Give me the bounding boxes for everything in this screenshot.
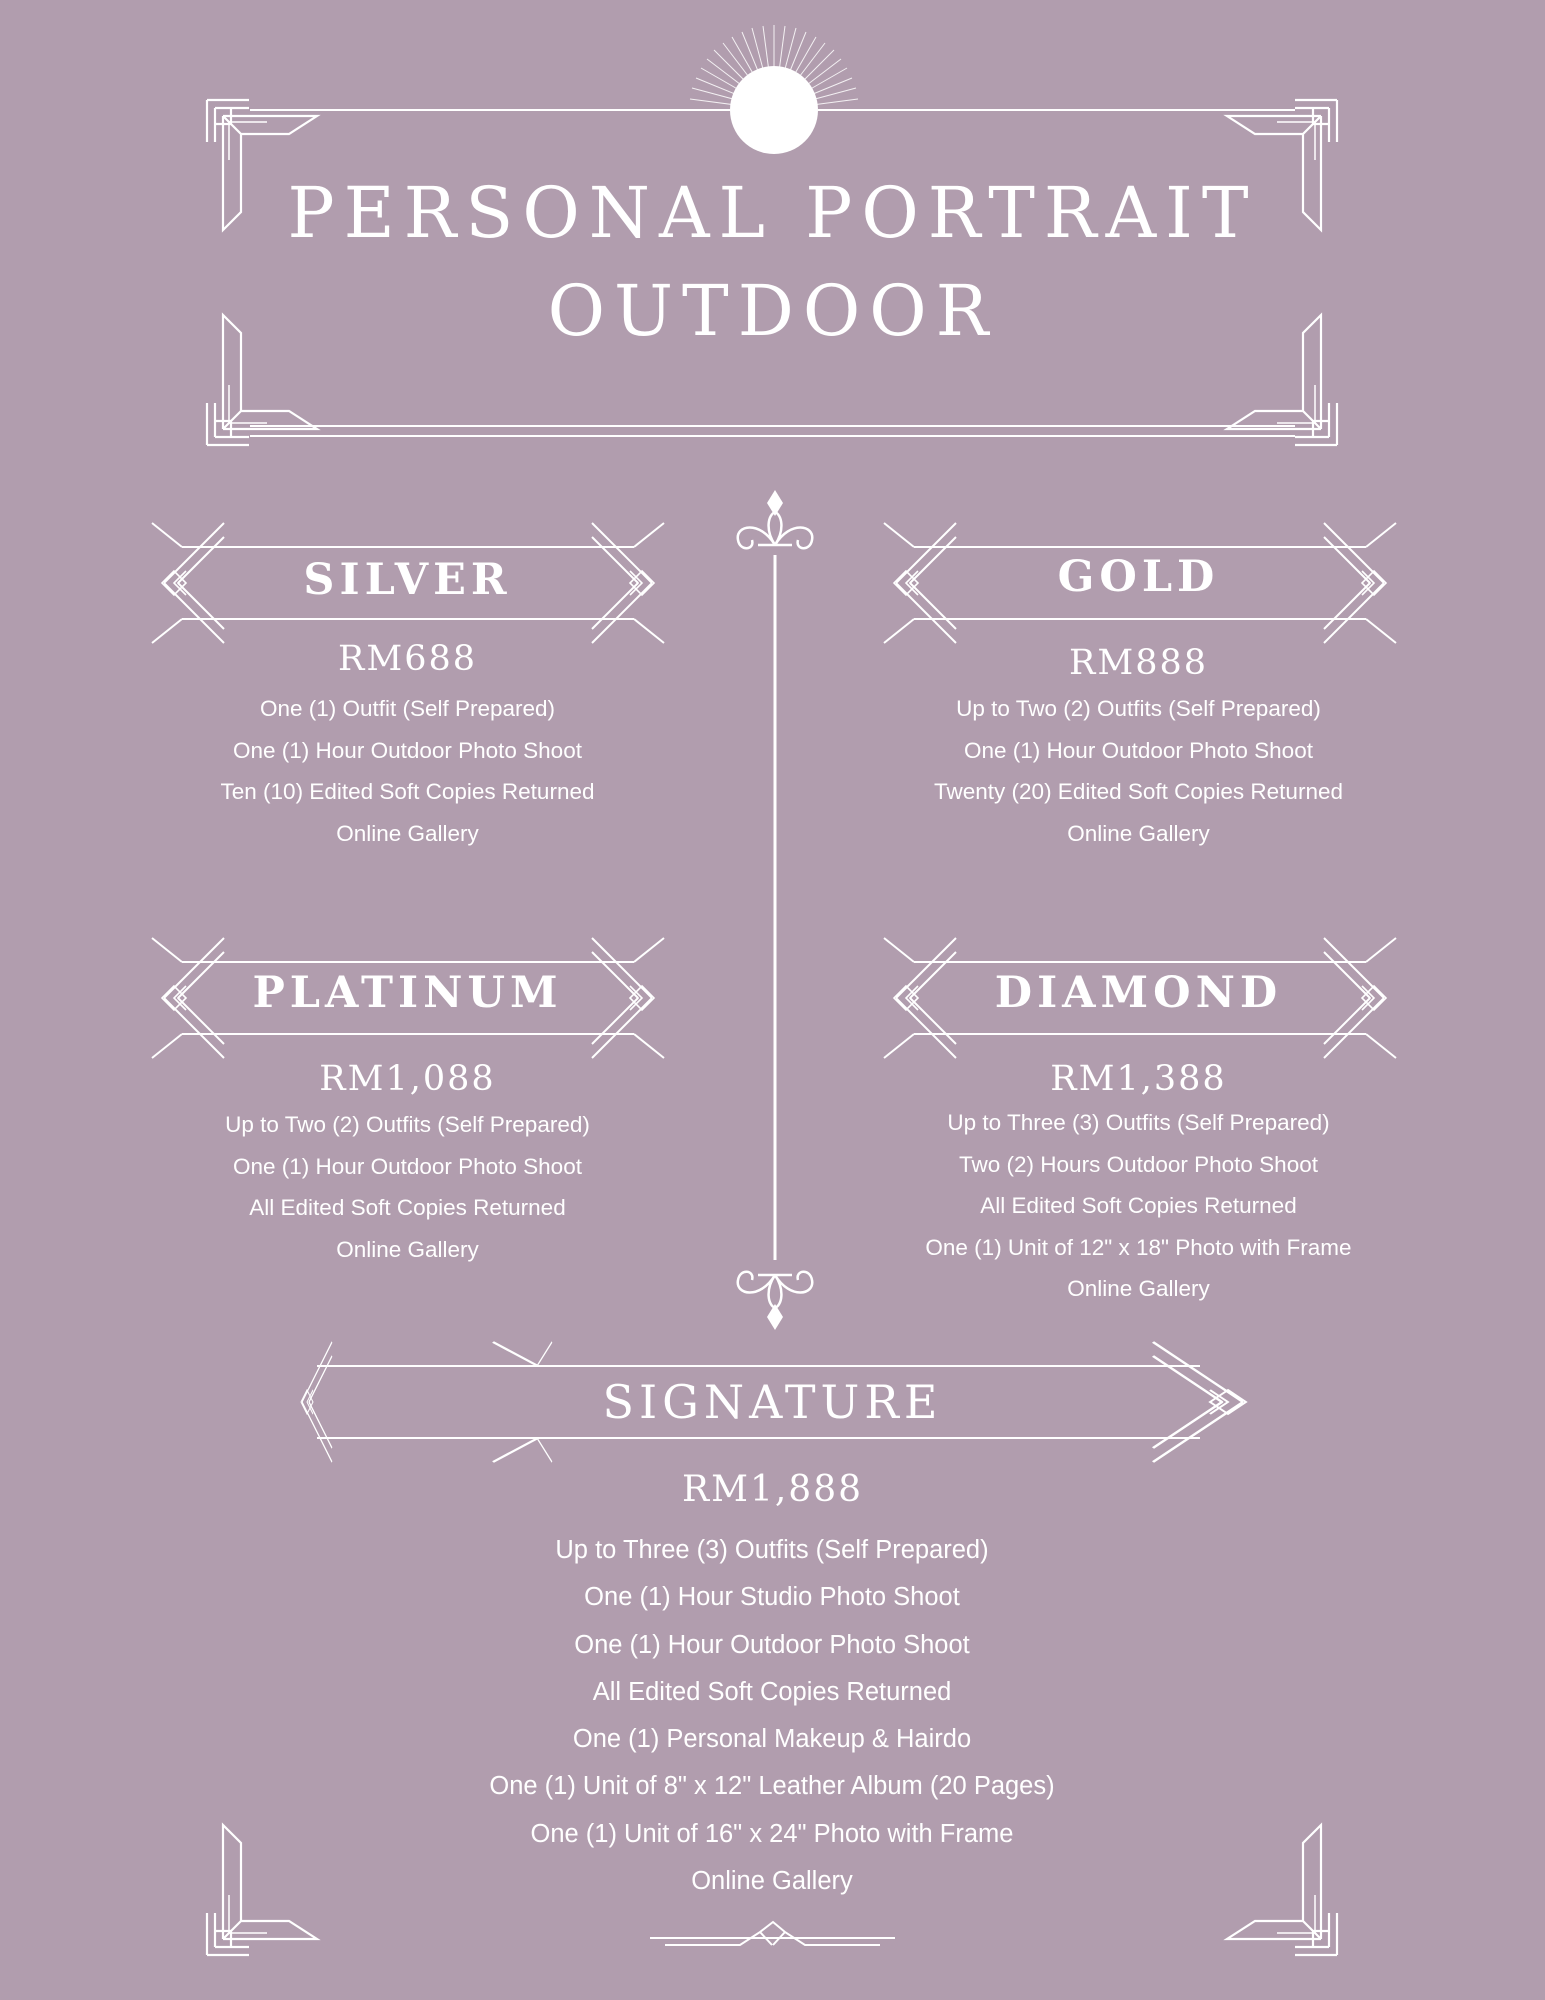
package-price-platinum: RM1,088 — [319, 1059, 496, 1099]
feature-item: One (1) Hour Outdoor Photo Shoot — [233, 737, 582, 763]
feature-item: Online Gallery — [336, 820, 479, 846]
package-price-gold: RM888 — [1069, 643, 1208, 683]
package-name-platinum: PLATINUM — [252, 968, 563, 1018]
feature-item: One (1) Hour Outdoor Photo Shoot — [574, 1630, 970, 1659]
package-features-diamond — [886, 1102, 1391, 1310]
bottom-ornament — [650, 1922, 895, 1945]
package-name-gold: GOLD — [1057, 552, 1220, 602]
feature-item: One (1) Hour Studio Photo Shoot — [584, 1583, 960, 1612]
feature-item: Online Gallery — [1067, 1276, 1210, 1301]
feature-item: One (1) Unit of 8" x 12" Leather Album (20 Pages) — [489, 1772, 1055, 1801]
package-name-silver: SILVER — [303, 555, 512, 605]
package-name-signature: SIGNATURE — [602, 1375, 943, 1429]
feature-item: One (1) Personal Makeup & Hairdo — [572, 1725, 972, 1754]
package-price-diamond: RM1,388 — [1050, 1059, 1227, 1099]
package-features-platinum — [155, 1104, 660, 1270]
package-features-gold — [886, 688, 1391, 854]
package-features-silver — [155, 688, 660, 854]
feature-item: One (1) Hour Outdoor Photo Shoot — [233, 1153, 582, 1179]
page-title-line1: PERSONAL PORTRAIT — [287, 172, 1258, 254]
package-features-signature — [372, 1527, 1172, 1905]
feature-item: All Edited Soft Copies Returned — [980, 1193, 1297, 1218]
feature-item: Up to Three (3) Outfits (Self Prepared) — [947, 1110, 1330, 1135]
feature-item: One (1) Unit of 16" x 24" Photo with Frame — [530, 1819, 1014, 1848]
feature-item: Up to Two (2) Outfits (Self Prepared) — [956, 696, 1321, 721]
feature-item: One (1) Hour Outdoor Photo Shoot — [964, 737, 1313, 763]
feature-item: Online Gallery — [1067, 820, 1210, 846]
feature-item: Two (2) Hours Outdoor Photo Shoot — [959, 1151, 1318, 1177]
feature-item: One (1) Outfit (Self Prepared) — [259, 696, 556, 721]
feature-item: Ten (10) Edited Soft Copies Returned — [220, 779, 595, 804]
feature-item: All Edited Soft Copies Returned — [249, 1195, 566, 1220]
package-price-silver: RM688 — [338, 639, 477, 679]
feature-item: Up to Three (3) Outfits (Self Prepared) — [555, 1536, 989, 1564]
feature-item: Online Gallery — [336, 1236, 479, 1262]
corner-ornament-bottom-left — [207, 1825, 317, 1955]
page-title-line2: OUTDOOR — [547, 270, 998, 352]
feature-item: One (1) Unit of 12" x 18" Photo with Frame — [925, 1234, 1352, 1260]
sun-icon — [730, 66, 818, 154]
central-divider — [738, 490, 812, 1330]
package-name-diamond: DIAMOND — [994, 968, 1283, 1018]
package-price-signature: RM1,888 — [681, 1469, 864, 1510]
feature-item: All Edited Soft Copies Returned — [592, 1677, 952, 1706]
feature-item: Online Gallery — [691, 1867, 853, 1896]
feature-item: Up to Two (2) Outfits (Self Prepared) — [225, 1112, 590, 1137]
corner-ornament-bottom-right — [1227, 1825, 1337, 1955]
feature-item: Twenty (20) Edited Soft Copies Returned — [934, 779, 1343, 804]
